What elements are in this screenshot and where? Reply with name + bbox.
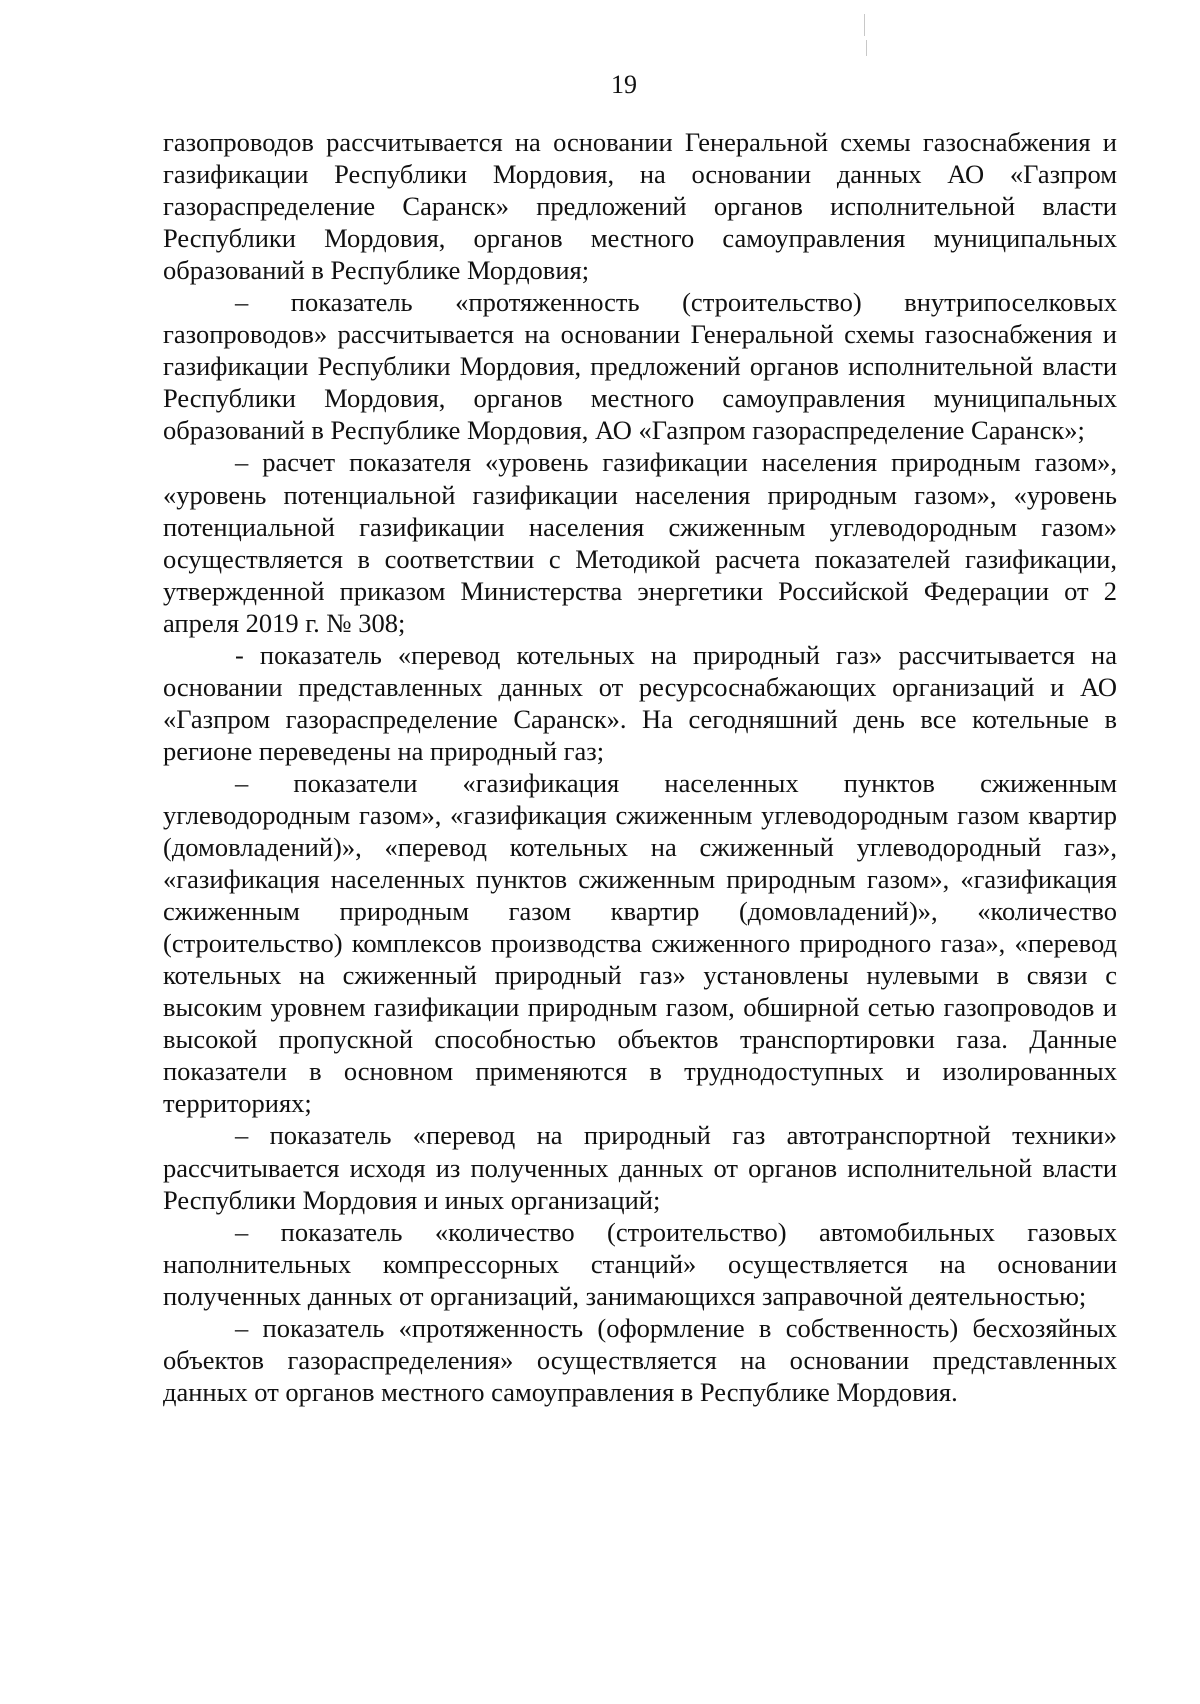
page-number: 19: [611, 70, 637, 99]
paragraph: – показатель «протяженность (оформление в собственность) бесхозяйных объектов газораспределения» осуществляется на основании представленных данных от органов местного самоуправления в Республике Мордовия.: [163, 1312, 1117, 1407]
paragraph: газопроводов рассчитывается на основании Генеральной схемы газоснабжения и газификации Республики Мордовия, на основании данных АО «Газпром газораспределение Саранск» предложений органов исполнительной власти Республики Мордовия, органов местного самоуправления муниципальных образований в Республике Мордовия;: [163, 127, 1117, 286]
paragraph: - показатель «перевод котельных на природный газ» рассчитывается на основании представленных данных от ресурсоснабжающих организаций и АО «Газпром газораспределение Саранск». На сегодняшний день все котельные в регионе переведены на природный газ;: [163, 639, 1117, 766]
paragraph: – расчет показателя «уровень газификации населения природным газом», «уровень потенциальной газификации населения природным газом», «уровень потенциальной газификации населения сжиженным углеводородным газом» осуществляется в соответствии с Методикой расчета показателей газификации, утвержденной приказом Министерства энергетики Российской Федерации от 2 апреля 2019 г. № 308;: [163, 447, 1117, 638]
scan-artifact-mark: [864, 14, 865, 36]
scan-artifact-mark: [866, 40, 867, 56]
paragraph: – показатели «газификация населенных пунктов сжиженным углеводородным газом», «газификация сжиженным углеводородным газом квартир (домовладений)», «перевод котельных на сжиженный углеводородный газ», «газификация населенных пунктов сжиженным природным газом», «газификация сжиженным природным газом квартир (домовладений)», «количество (строительство) комплексов производства сжиженного природного газа», «перевод котельных на сжиженный природный газ» установлены нулевыми в связи с высоким уровнем газификации природным газом, обширной сетью газопроводов и высокой пропускной способностью объектов транспортировки газа. Данные показатели в основном применяются в труднодоступных и изолированных территориях;: [163, 767, 1117, 1119]
paragraph: – показатель «перевод на природный газ автотранспортной техники» рассчитывается исходя из полученных данных от органов исполнительной власти Республики Мордовия и иных организаций;: [163, 1120, 1117, 1215]
paragraph: – показатель «количество (строительство) автомобильных газовых наполнительных компрессорных станций» осуществляется на основании полученных данных от организаций, занимающихся заправочной деятельностью;: [163, 1216, 1117, 1311]
document-body: [163, 126, 1117, 1408]
paragraph: – показатель «протяженность (строительство) внутрипоселковых газопроводов» рассчитывается на основании Генеральной схемы газоснабжения и газификации Республики Мордовия, предложений органов исполнительной власти Республики Мордовия, органов местного самоуправления муниципальных образований в Республике Мордовия, АО «Газпром газораспределение Саранск»;: [163, 287, 1117, 446]
